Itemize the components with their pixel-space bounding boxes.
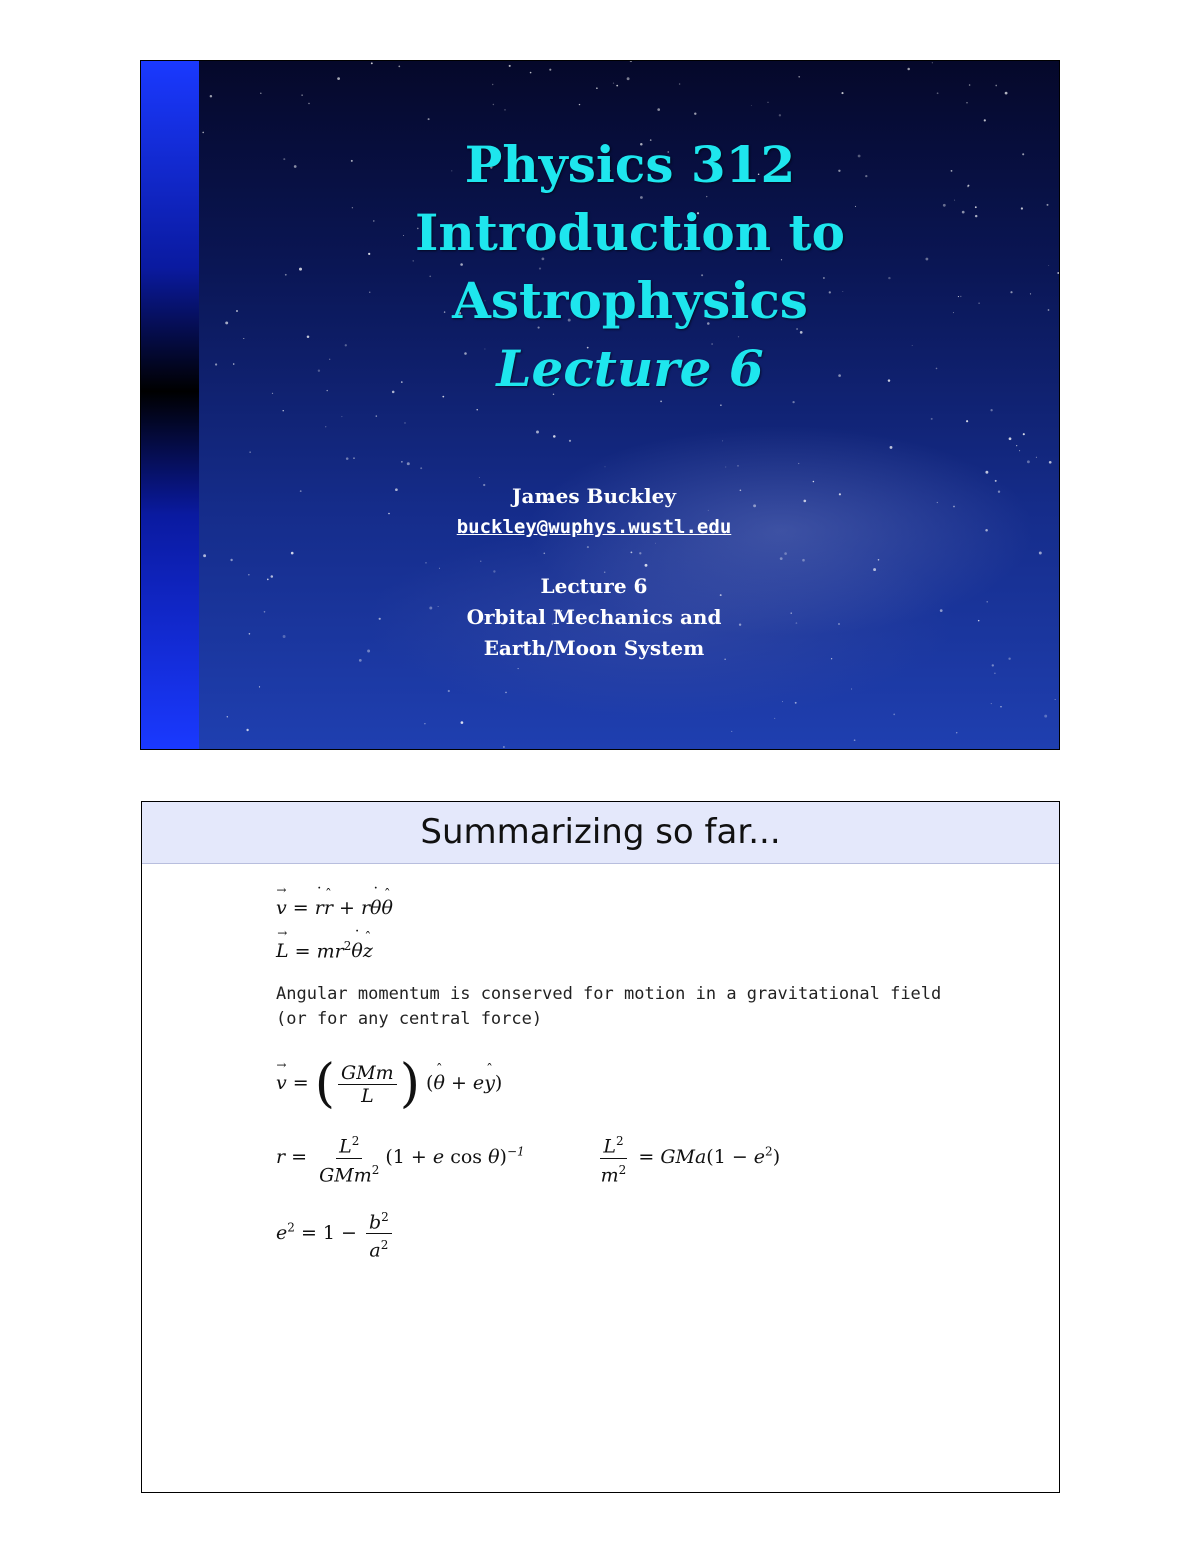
semi-major-axis-equation: $\frac{L^2}{m^2}$ = $GMa(1 - e^2)$	[595, 1130, 780, 1186]
star	[404, 422, 405, 423]
star	[569, 440, 571, 442]
star	[1009, 437, 1012, 440]
star	[371, 62, 373, 64]
star	[596, 87, 598, 89]
star	[518, 668, 519, 669]
subtitle-line: Orbital Mechanics and	[466, 605, 722, 629]
star	[1049, 461, 1052, 464]
star	[461, 721, 464, 724]
subtitle-line: Earth/Moon System	[483, 636, 705, 660]
star	[325, 426, 326, 427]
star	[1016, 445, 1017, 446]
star	[479, 477, 480, 478]
star	[605, 466, 606, 467]
star	[992, 664, 994, 666]
star	[579, 104, 580, 105]
angular-momentum-equation: → $L = mr^2˙$ θˆ z	[276, 939, 976, 962]
star	[1036, 457, 1037, 458]
star	[260, 92, 262, 94]
orbit-radius-equation: r = $\frac{L^2}{GMm^2}$ (1 + e cos θ)$^{-1}$	[276, 1130, 525, 1186]
title-lecture-number: Lecture 6	[496, 339, 764, 398]
star	[227, 716, 228, 717]
star	[720, 404, 722, 406]
star	[931, 418, 933, 420]
star	[428, 118, 430, 120]
star	[737, 465, 738, 466]
star	[1005, 92, 1008, 95]
star	[995, 480, 997, 482]
star	[401, 461, 402, 462]
star	[767, 102, 768, 103]
text-line: (or for any central force)	[276, 1009, 543, 1030]
star	[779, 114, 781, 116]
star	[341, 416, 342, 417]
star	[210, 95, 212, 97]
star	[549, 69, 551, 71]
velocity-equation: → v = ˙ rˆ r + r˙ θˆ θ	[276, 897, 976, 919]
star	[1044, 715, 1047, 718]
star	[476, 409, 477, 410]
star	[616, 85, 618, 87]
star	[250, 452, 251, 453]
star	[798, 463, 799, 464]
slide-title	[199, 131, 1060, 403]
star	[846, 749, 848, 750]
star	[353, 457, 354, 458]
star	[854, 739, 856, 741]
star	[630, 61, 632, 62]
star	[751, 105, 752, 106]
star	[937, 92, 939, 94]
star	[553, 435, 556, 438]
star	[984, 119, 986, 121]
eccentricity-equation: $e^2 = 1$ − $\frac{b^2}{a^2}$	[276, 1206, 976, 1262]
title-slide	[140, 60, 1060, 750]
text-line: Angular momentum is conserved for motion in a gravitational field	[276, 984, 942, 1005]
star	[994, 673, 996, 675]
star	[907, 68, 910, 71]
star	[627, 77, 630, 80]
star	[657, 108, 660, 111]
star	[995, 85, 997, 87]
star	[694, 113, 696, 115]
author-block	[199, 481, 989, 664]
subtitle-line: Lecture 6	[540, 574, 648, 598]
star	[504, 109, 505, 110]
star	[283, 410, 284, 411]
star	[448, 690, 450, 692]
star	[991, 703, 992, 704]
star	[851, 689, 852, 690]
star	[966, 420, 968, 422]
star	[613, 83, 614, 84]
star	[1027, 460, 1030, 463]
star	[990, 409, 992, 411]
star	[407, 462, 410, 465]
title-line: Introduction to	[415, 203, 845, 262]
slide-heading: Summarizing so far...	[142, 802, 1059, 864]
star	[966, 102, 967, 103]
title-line: Astrophysics	[452, 271, 808, 330]
summary-slide	[141, 801, 1060, 1493]
star	[509, 65, 511, 67]
star	[1023, 433, 1025, 435]
star	[503, 746, 505, 748]
orbit-equations-row	[276, 1130, 976, 1186]
star	[841, 92, 843, 94]
star	[956, 732, 957, 733]
star	[259, 686, 260, 687]
star	[398, 66, 400, 68]
star	[1008, 658, 1010, 660]
star	[493, 104, 494, 105]
star	[246, 729, 248, 731]
star	[1000, 706, 1001, 707]
star	[492, 84, 493, 85]
title-line: Physics 312	[464, 135, 796, 194]
star	[1019, 450, 1020, 451]
star	[722, 440, 723, 441]
star	[530, 72, 532, 74]
star	[308, 103, 309, 104]
star	[969, 84, 971, 86]
star	[795, 702, 797, 704]
star	[337, 77, 340, 80]
star	[985, 471, 988, 474]
star	[376, 415, 377, 416]
star	[998, 490, 1000, 492]
star	[1039, 552, 1042, 555]
conservation-text	[276, 982, 976, 1032]
star	[301, 94, 302, 95]
star	[932, 62, 933, 63]
star	[420, 467, 422, 469]
velocity-hodograph-equation: → v = ( $\frac{\text{GMm}}{L}$ ) (ˆ θ + eˆ y)	[276, 1058, 976, 1110]
star	[782, 701, 783, 702]
slide-content	[276, 897, 976, 1282]
author-email-link[interactable]: buckley@wuphys.wustl.edu	[456, 516, 732, 538]
star	[774, 718, 775, 719]
author-name: James Buckley	[512, 484, 676, 508]
star	[725, 467, 726, 468]
star	[424, 723, 425, 724]
star	[893, 714, 895, 716]
star	[346, 457, 349, 460]
star	[731, 731, 732, 732]
star	[679, 83, 681, 85]
star	[890, 446, 893, 449]
star	[536, 431, 539, 434]
star	[798, 76, 800, 78]
star	[505, 692, 507, 694]
star	[1055, 699, 1056, 700]
